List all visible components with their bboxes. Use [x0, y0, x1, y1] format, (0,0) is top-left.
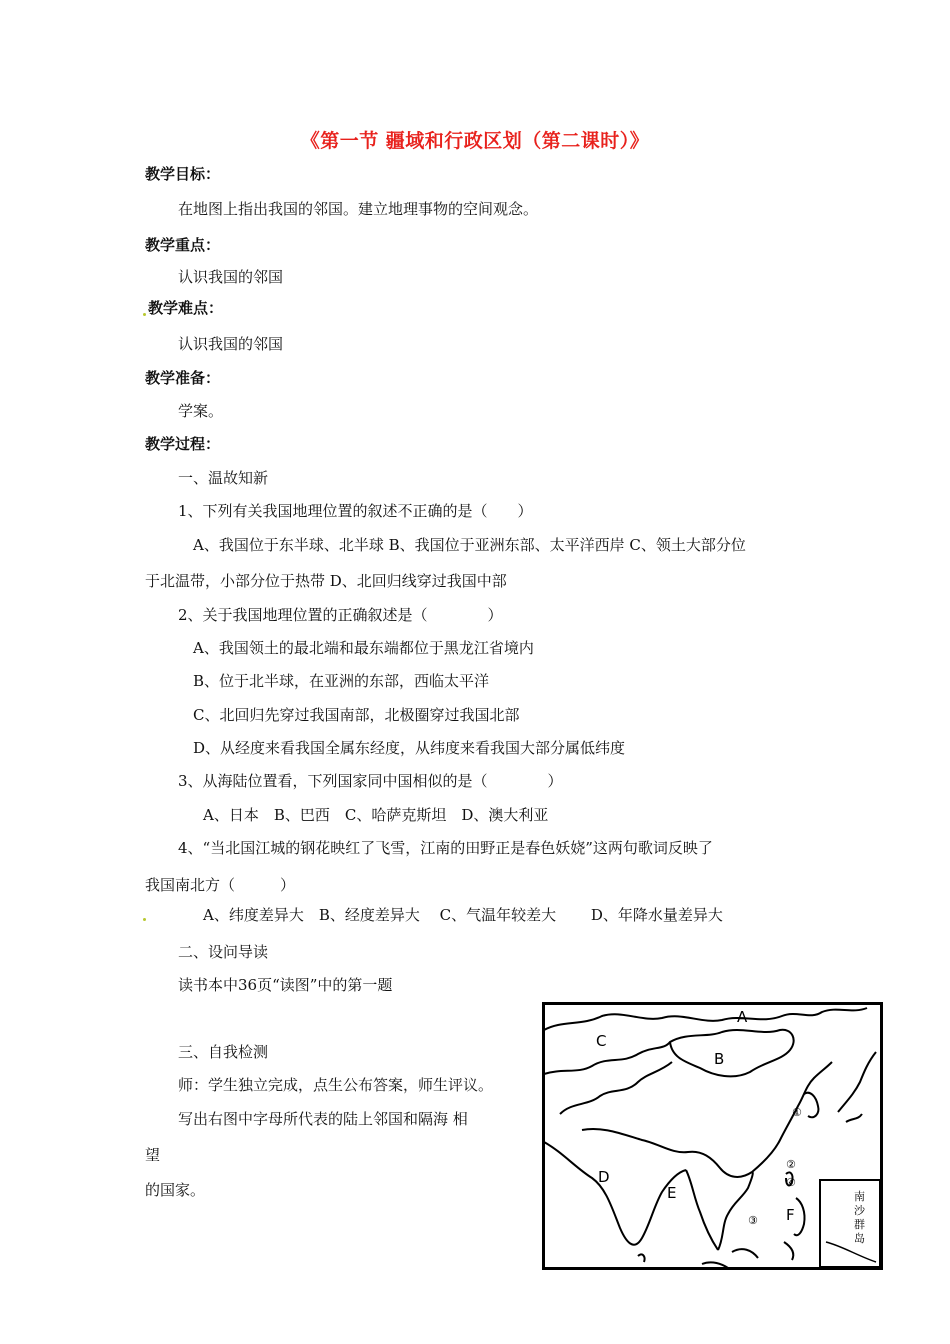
- map-marker-4: ④: [786, 1176, 796, 1189]
- task-line1: 写出右图中字母所代表的陆上邻国和隔海 相: [178, 1110, 468, 1128]
- scan-speck: [143, 313, 146, 316]
- map-marker-1: ①: [792, 1106, 802, 1119]
- section-guided-reading: 二、设问导读: [178, 943, 269, 961]
- key-text: 认识我国的邻国: [178, 268, 284, 286]
- question-4-line2: 我国南北方（ ）: [145, 876, 296, 894]
- question-4-line1: 4、“当北国江城的钢花映红了飞雪，江南的田野正是春色妖娆”这两句歌词反映了: [178, 839, 713, 857]
- question-2-option-a: A、我国领土的最北端和最东端都位于黑龙江省境内: [193, 639, 534, 657]
- question-4-options: A、纬度差异大 B、经度差异大 C、气温年较差大 D、年降水量差异大: [203, 906, 723, 924]
- map-label-c: C: [596, 1032, 607, 1050]
- map-label-b: B: [714, 1050, 725, 1068]
- china-neighbors-map: [542, 1002, 883, 1270]
- question-2-option-b: B、位于北半球，在亚洲的东部，西临太平洋: [193, 672, 490, 690]
- process-heading: 教学过程：: [145, 435, 221, 453]
- section-self-check: 三、自我检测: [178, 1043, 269, 1061]
- key-heading: 教学重点：: [145, 236, 221, 254]
- inset-char: 群: [854, 1218, 865, 1231]
- question-2-option-d: D、从经度来看我国全属东经度，从纬度来看我国大部分属低纬度: [193, 739, 626, 757]
- south-sea-inset: [820, 1180, 880, 1267]
- inset-char: 沙: [854, 1204, 865, 1217]
- question-3-options: A、日本 B、巴西 C、哈萨克斯坦 D、澳大利亚: [203, 806, 549, 824]
- map-label-d: D: [598, 1168, 610, 1186]
- question-2-option-c: C、北回归先穿过我国南部，北极圈穿过我国北部: [193, 706, 520, 724]
- question-2: 2、关于我国地理位置的正确叙述是（ ）: [178, 606, 503, 624]
- difficulty-text: 认识我国的邻国: [178, 335, 284, 353]
- question-3: 3、从海陆位置看，下列国家同中国相似的是（ ）: [178, 772, 563, 790]
- difficulty-heading: 教学难点：: [148, 299, 224, 317]
- task-line2: 望: [145, 1146, 161, 1164]
- read-instruction: 读书本中36页“读图”中的第一题: [178, 976, 393, 994]
- page-title: 《第一节 疆域和行政区划（第二课时）》: [300, 130, 650, 152]
- scan-speck: [143, 918, 146, 921]
- teacher-note: 师：学生独立完成，点生公布答案，师生评议。: [178, 1076, 494, 1094]
- map-marker-2: ②: [786, 1158, 796, 1171]
- goal-text: 在地图上指出我国的邻国。建立地理事物的空间观念。: [178, 200, 539, 218]
- section-review: 一、温故知新: [178, 469, 269, 487]
- goal-heading: 教学目标：: [145, 165, 221, 183]
- map-label-f: F: [786, 1206, 795, 1224]
- prep-heading: 教学准备：: [145, 369, 221, 387]
- inset-char: 南: [854, 1190, 865, 1203]
- inset-char: 岛: [854, 1232, 865, 1245]
- question-1-options-line2: 于北温带，小部分位于热带 D、北回归线穿过我国中部: [145, 572, 507, 590]
- map-label-e: E: [667, 1184, 677, 1202]
- question-1: 1、下列有关我国地理位置的叙述不正确的是（ ）: [178, 502, 533, 520]
- question-1-options-line1: A、我国位于东半球、北半球 B、我国位于亚洲东部、太平洋西岸 C、领土大部分位: [193, 536, 746, 554]
- map-marker-3: ③: [748, 1214, 758, 1227]
- map-label-a: A: [737, 1008, 748, 1026]
- task-line3: 的国家。: [145, 1181, 206, 1199]
- prep-text: 学案。: [178, 402, 224, 420]
